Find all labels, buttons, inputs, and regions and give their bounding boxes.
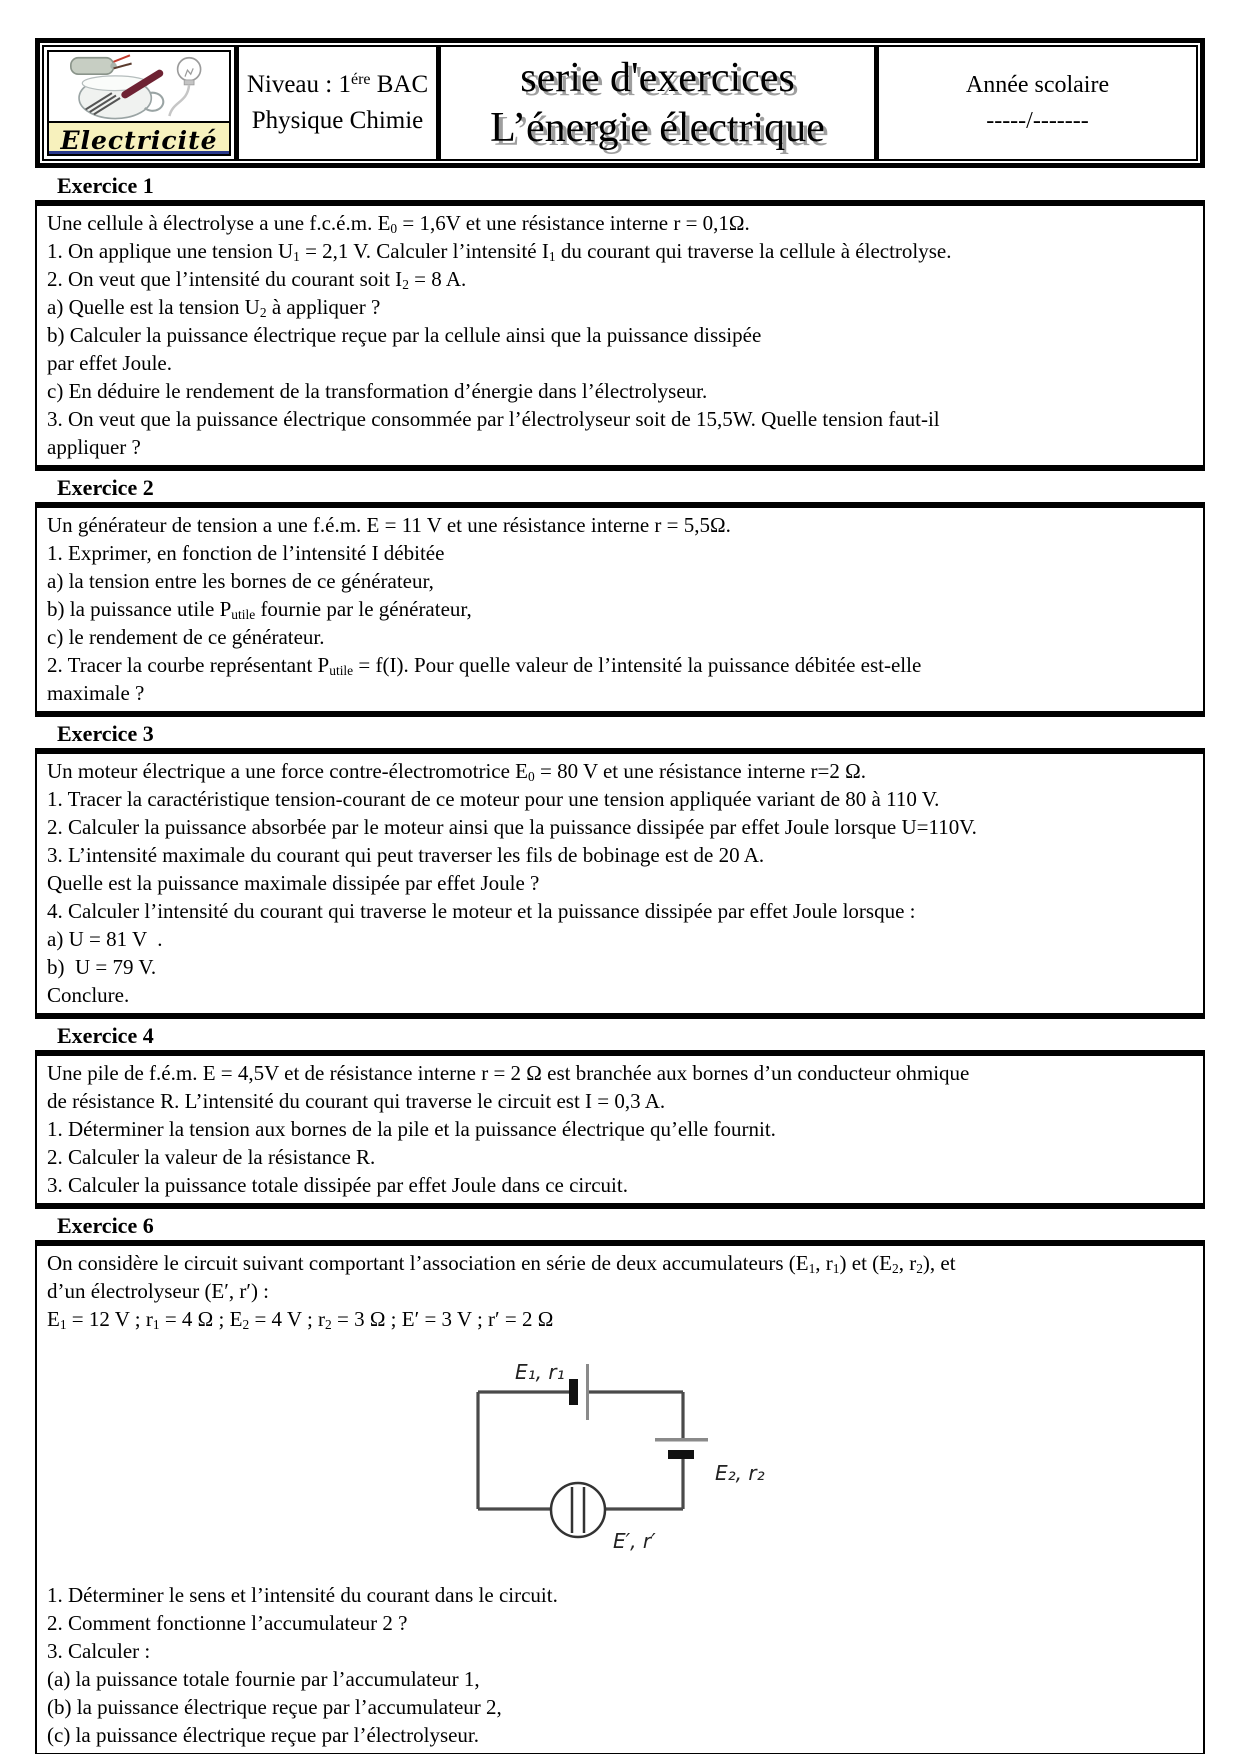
text-line: 1. On applique une tension $U_1 = 2,1$ V. Calculer l’intensité $I_1$ du courant qui traverse la cellule à électrolyse. [47,239,952,264]
text-line: 3. On veut que la puissance électrique consommée par l’électrolyseur soit de 15,5W. Quelle tension faut-il [47,407,940,431]
text-line: a) la tension entre les bornes de ce générateur, [47,569,434,593]
text-line: Une cellule à électrolyse a une f.c.é.m. $E_0 = 1,6V$ et une résistance interne r = 0,1Ω. [47,211,750,236]
text-line: 2. On veut que l’intensité du courant soit $I_2 = 8$ A. [47,267,467,292]
battery-1-label: E₁, r₁ [515,1360,565,1384]
exercise-6-section [35,1210,1205,1754]
exercise-6-question-lines [47,1581,1195,1749]
header-row [42,45,1198,161]
text-line: 2. Calculer la valeur de la résistance R. [47,1145,376,1169]
text-line: Une pile de f.é.m. E = 4,5V et de résistance interne r = 2 Ω est branchée aux bornes d’un conducteur ohmique [47,1061,970,1085]
series-circuit-diagram [465,1335,805,1575]
text-line: (a) la puissance totale fournie par l’accumulateur 1, [47,1667,480,1691]
exercise-1-box [35,202,1205,471]
text-line: 1. Déterminer le sens et l’intensité du courant dans le circuit. [47,1583,558,1607]
level-cell [234,47,436,159]
text-line: $E_1 = 12$ V ; $r_1 = 4$ Ω ; $E_2 = 4$ V ; $r_2 = 3$ Ω ; E′ = 3 V ; r′ = 2 Ω [47,1307,554,1332]
text-line: 2. Comment fonctionne l’accumulateur 2 ? [47,1611,408,1635]
logo-caption: Electricité [49,121,229,154]
text-line: Un moteur électrique a une force contre-électromotrice $E_0 = 80$ V et une résistance interne r=2 Ω. [47,759,866,784]
exercise-3-box [35,750,1205,1019]
text-line: 3. L’intensité maximale du courant qui peut traverser les fils de bobinage est de 20 A. [47,843,765,867]
battery-1-symbol [569,1364,589,1420]
text-line: Un générateur de tension a une f.é.m. E = 11 V et une résistance interne r = 5,5Ω. [47,513,731,537]
text-line: 2. Tracer la courbe représentant $P_{utile} = f(I)$. Pour quelle valeur de l’intensité la puissance débitée est-elle [47,653,922,678]
text-line: On considère le circuit suivant comportant l’association en série de deux accumulateurs ($E_1$, $r_1$) et ($E_2$, $r_2$), et [47,1251,956,1276]
text-line: Conclure. [47,983,130,1007]
exercise-6-box [35,1242,1205,1754]
text-line: b) U = 79 V. [47,955,157,979]
text-line: 3. Calculer : [47,1639,151,1663]
battery-2-label: E₂, r₂ [715,1461,765,1485]
text-line: (b) la puissance électrique reçue par l’accumulateur 2, [47,1695,502,1719]
electrolyser-symbol [551,1483,605,1537]
text-line: b) Calculer la puissance électrique reçue par la cellule ainsi que la puissance dissipée [47,323,762,347]
text-line: par effet Joule. [47,351,172,375]
exercise-2-box [35,504,1205,717]
header-table [35,38,1205,168]
exercise-2-section [35,472,1205,717]
text-line: Quelle est la puissance maximale dissipée par effet Joule ? [47,871,540,895]
logo-cell [44,47,234,159]
text-line: (c) la puissance électrique reçue par l’électrolyseur. [47,1723,480,1747]
battery-2-symbol [655,1438,708,1459]
subject-line: Physique Chimie [251,107,424,134]
electricity-photo-illustration [49,52,229,121]
exercise-6-title: Exercice 6 [35,1210,1205,1242]
exercise-4-title: Exercice 4 [35,1020,1205,1052]
title-cell [436,47,874,159]
text-line: 1. Exprimer, en fonction de l’intensité I débitée [47,541,445,565]
text-line: b) la puissance utile $P_{utile}$ fournie par le générateur, [47,597,472,622]
circuit-figure [47,1333,1195,1581]
level-line: Niveau : $1^{ére}$ BAC [246,71,429,98]
exercise-2-title: Exercice 2 [35,472,1205,504]
text-line: d’un électrolyseur (E′, r′) : [47,1279,270,1303]
text-line: 1. Tracer la caractéristique tension-courant de ce moteur pour une tension appliquée variant de 80 à 110 V. [47,787,940,811]
text-line: a) Quelle est la tension $U_2$ à appliquer ? [47,295,381,320]
exercise-4-section [35,1020,1205,1209]
document-title-line1: serie d'exercices [520,55,795,101]
text-line: 3. Calculer la puissance totale dissipée par effet Joule dans ce circuit. [47,1173,628,1197]
school-year-label: Année scolaire [965,72,1110,98]
text-line: appliquer ? [47,435,141,459]
document-title-line2: L’énergie électrique [490,105,825,151]
exercise-3-title: Exercice 3 [35,718,1205,750]
text-line: 2. Calculer la puissance absorbée par le moteur ainsi que la puissance dissipée par effet Joule lorsque U=110V. [47,815,977,839]
logo-frame [47,50,231,156]
school-year-blank: -----/------- [986,108,1089,134]
text-line: maximale ? [47,681,145,705]
text-line: c) En déduire le rendement de la transformation d’énergie dans l’électrolyseur. [47,379,708,403]
exercise-3-section [35,718,1205,1019]
text-line: 1. Déterminer la tension aux bornes de la pile et la puissance électrique qu’elle fournit. [47,1117,776,1141]
electrolyser-label: E′, r′ [613,1529,656,1553]
school-year-cell [874,47,1196,159]
text-line: c) le rendement de ce générateur. [47,625,325,649]
exercise-4-box [35,1052,1205,1209]
exercise-1-title: Exercice 1 [35,170,1205,202]
exercise-1-section [35,170,1205,471]
text-line: a) U = 81 V . [47,927,163,951]
exercise-6-intro-lines [47,1249,1195,1333]
text-line: de résistance R. L’intensité du courant qui traverse le circuit est I = 0,3 A. [47,1089,666,1113]
text-line: 4. Calculer l’intensité du courant qui traverse le moteur et la puissance dissipée par effet Joule lorsque : [47,899,916,923]
